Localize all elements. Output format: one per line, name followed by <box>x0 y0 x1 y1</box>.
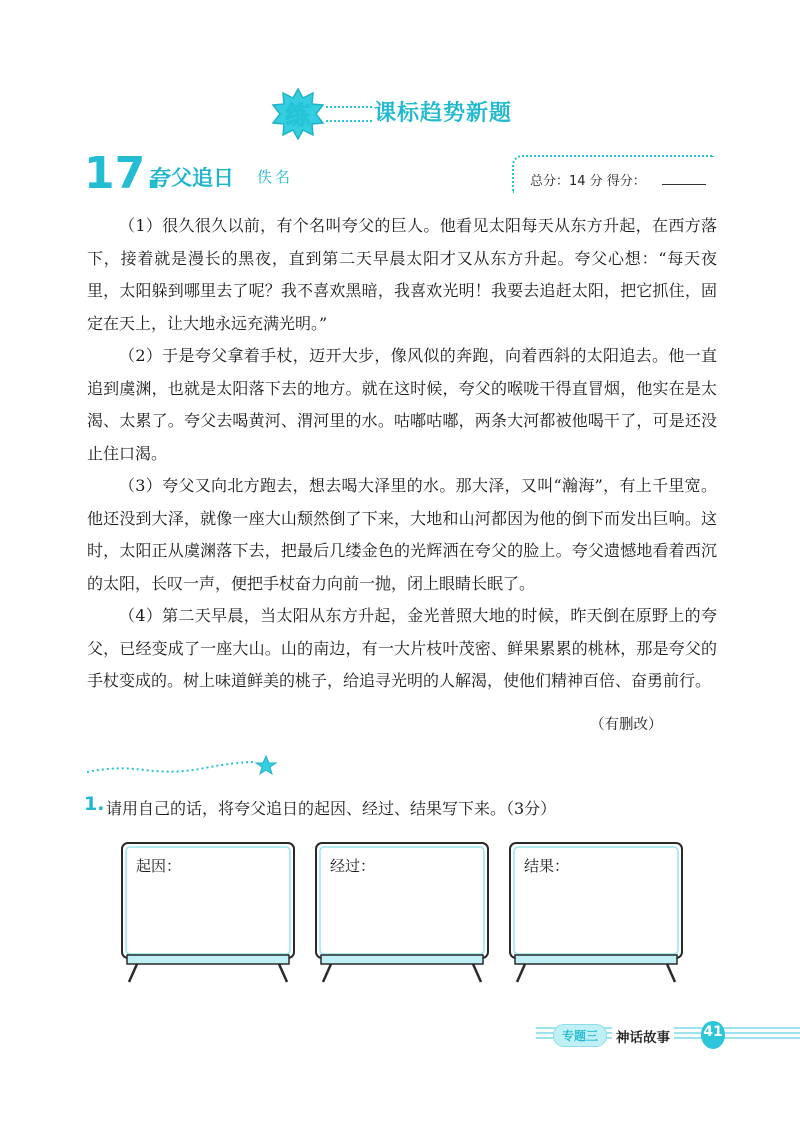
section-title: 课标趋势新题 <box>374 101 513 126</box>
passage-paragraph: （2）于是夸父拿着手杖，迈开大步，像风似的奔跑，向着西斜的太阳追去。他一直追到虞渊，也就是太阳落下去的地方。就在这时候，夸父的喉咙干得直冒烟，他实在是太渴、太累了。夸父去喝黄河、渭河里的水。咕嘟咕嘟，两条大河都被他喝干了，可是还没止住口渴。 <box>87 346 717 463</box>
passage <box>87 210 717 698</box>
passage-paragraph: （1）很久很久以前，有个名叫夸父的巨人。他看见太阳每天从东方升起，在西方落下，接着就是漫长的黑夜，直到第二天早晨太阳才又从东方升起。夸父心想：“每天夜里，太阳躲到哪里去了呢？我不喜欢黑暗，我喜欢光明！我要去追赶太阳，把它抓住，固定在天上，让大地永远充满光明。” <box>87 216 717 333</box>
score-blank[interactable] <box>662 184 706 185</box>
practice-badge-label: 练 <box>285 101 311 130</box>
footer-topic: 神话故事 <box>612 1026 674 1046</box>
page-number: 41 <box>703 1024 723 1040</box>
answer-board-result[interactable] <box>507 840 685 985</box>
answer-board-cause[interactable] <box>119 840 297 985</box>
section-banner <box>270 82 540 144</box>
board-label-process: 经过： <box>330 857 376 875</box>
board-label-result: 结果： <box>524 857 570 875</box>
lesson-number: 17. <box>84 148 162 199</box>
board-label-cause: 起因： <box>136 857 182 875</box>
banner-dotted-lines <box>326 106 372 122</box>
lesson-author: 佚名 <box>257 168 294 186</box>
answer-board-process[interactable] <box>313 840 491 985</box>
passage-paragraph: （4）第二天早晨，当太阳从东方升起，金光普照大地的时候，昨天倒在原野上的夸父，已经变成了一座大山。山的南边，有一大片枝叶茂密、鲜果累累的桃林，那是夸父的手杖变成的。树上味道鲜美的桃子，给追寻光明的人解渴，使他们精神百倍、奋勇前行。 <box>87 606 717 690</box>
passage-paragraph: （3）夸父又向北方跑去，想去喝大泽里的水。那大泽，又叫“瀚海”，有上千里宽。他还没到大泽，就像一座大山颓然倒了下来，大地和山河都因为他的倒下而发出巨响。这时，太阳正从虞渊落下去，把最后几缕金色的光辉洒在夸父的脸上。夸父遗憾地看着西沉的太阳，长叹一声，便把手杖奋力向前一抛，闭上眼睛长眠了。 <box>87 476 717 593</box>
lesson-title: 夸父追日 <box>150 166 234 190</box>
score-text: 总分：14 分 得分： <box>530 174 646 189</box>
question-number: 1. <box>84 793 105 815</box>
source-note: （有删改） <box>590 717 663 733</box>
star-icon <box>256 756 276 774</box>
dotted-divider <box>85 752 285 782</box>
footer-unit: 专题三 <box>553 1024 607 1047</box>
practice-badge <box>270 88 326 140</box>
question-text: 请用自己的话，将夸父追日的起因、经过、结果写下来。（3分） <box>106 799 557 818</box>
